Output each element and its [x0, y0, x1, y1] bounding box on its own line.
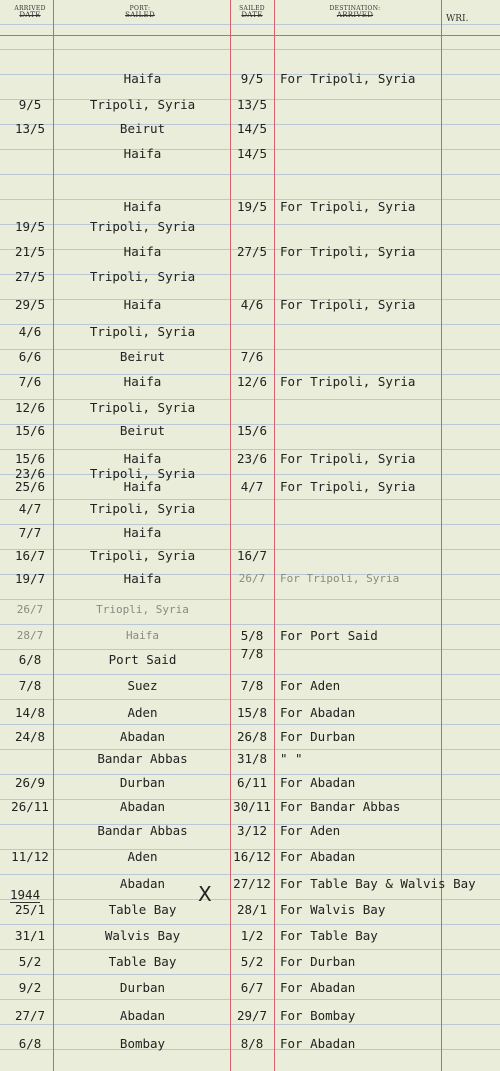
arrived-date: 7/6: [18, 374, 42, 389]
port-name: Abadan: [119, 876, 166, 891]
arrived-date: 4/7: [18, 501, 42, 516]
port-name: Haifa: [123, 571, 162, 586]
arrived-date: 15/6: [14, 451, 46, 466]
sailed-date: 16/7: [236, 548, 268, 563]
destination: For Tripoli, Syria: [280, 479, 416, 494]
arrived-date: 9/5: [18, 97, 42, 112]
arrived-date: 27/7: [14, 1008, 46, 1023]
destination: For Table Bay: [280, 928, 378, 943]
port-name: Beirut: [119, 349, 166, 364]
header-sailed-date-struck: DATE: [241, 11, 263, 19]
port-name: Haifa: [123, 199, 162, 214]
sailed-date: 9/5: [240, 71, 264, 86]
port-name: Tripoli, Syria: [89, 466, 196, 481]
sailed-date: 27/12: [233, 876, 271, 891]
destination: For Tripoli, Syria: [280, 572, 400, 585]
header-arrived-label: ARRIVED: [14, 5, 46, 12]
header-destination: [300, 5, 410, 19]
arrived-date: 26/7: [16, 603, 44, 616]
arrived-date: 29/5: [14, 297, 46, 312]
x-mark: X: [198, 882, 212, 906]
sailed-date: 13/5: [236, 97, 268, 112]
destination: For Walvis Bay: [280, 902, 386, 917]
arrived-date: 23/6: [14, 466, 46, 481]
sailed-date: 31/8: [236, 751, 268, 766]
arrived-date: 31/1: [14, 928, 46, 943]
port-name: Aden: [127, 849, 158, 864]
header-wri: WRI.: [446, 14, 469, 24]
destination: For Aden: [280, 823, 341, 838]
destination: For Abadan: [280, 849, 356, 864]
arrived-date: 11/12: [11, 849, 49, 864]
arrived-date: 5/2: [18, 954, 42, 969]
arrived-date: 27/5: [14, 269, 46, 284]
arrived-date: 25/1: [14, 902, 46, 917]
header-sailed: [232, 5, 272, 19]
arrived-date: 7/7: [18, 525, 42, 540]
sailed-date: 30/11: [233, 799, 271, 814]
arrived-date: 16/7: [14, 548, 46, 563]
port-name: Abadan: [119, 729, 166, 744]
header-date-struck: DATE: [19, 11, 41, 19]
header-rule: [0, 35, 500, 36]
port-name: Durban: [119, 980, 166, 995]
sailed-date: 28/1: [236, 902, 268, 917]
port-name: Tripoli, Syria: [89, 97, 196, 112]
sailed-date: 29/7: [236, 1008, 268, 1023]
destination: For Abadan: [280, 775, 356, 790]
port-name: Port Said: [108, 652, 177, 667]
sailed-date: 5/8: [240, 628, 264, 643]
port-name: Aden: [127, 705, 158, 720]
arrived-date: 7/8: [18, 678, 42, 693]
destination: For Table Bay & Walvis Bay: [280, 876, 476, 891]
sailed-date: 14/5: [236, 146, 268, 161]
destination: For Tripoli, Syria: [280, 297, 416, 312]
destination: For Port Said: [280, 628, 378, 643]
header-destination-label: DESTINATION:: [329, 5, 381, 12]
arrived-date: 15/6: [14, 423, 46, 438]
sailed-date: 6/11: [236, 775, 268, 790]
destination: For Abadan: [280, 705, 356, 720]
arrived-date: 19/7: [14, 571, 46, 586]
port-name: Haifa: [123, 244, 162, 259]
destination: For Abadan: [280, 1036, 356, 1051]
arrived-date: 13/5: [14, 121, 46, 136]
sailed-date: 4/6: [240, 297, 264, 312]
arrived-date: 12/6: [14, 400, 46, 415]
port-name: Tripoli, Syria: [89, 501, 196, 516]
port-name: Bombay: [119, 1036, 166, 1051]
destination: For Durban: [280, 954, 356, 969]
header-arrived-struck: ARRIVED: [336, 11, 374, 19]
sailed-date: 12/6: [236, 374, 268, 389]
header-arrived: [8, 5, 52, 19]
port-name: Haifa: [123, 71, 162, 86]
port-name: Table Bay: [108, 902, 177, 917]
header-port: [100, 5, 180, 19]
sailed-date: 26/8: [236, 729, 268, 744]
port-name: Durban: [119, 775, 166, 790]
port-name: Bandar Abbas: [97, 751, 188, 766]
port-name: Abadan: [119, 1008, 166, 1023]
port-name: Haifa: [123, 374, 162, 389]
port-name: Suez: [127, 678, 158, 693]
arrived-date: 26/11: [11, 799, 49, 814]
port-name: Bandar Abbas: [97, 823, 188, 838]
sailed-date: 14/5: [236, 121, 268, 136]
port-name: Abadan: [119, 799, 166, 814]
destination: For Tripoli, Syria: [280, 244, 416, 259]
port-name: Haifa: [123, 297, 162, 312]
port-name: Beirut: [119, 423, 166, 438]
port-name: Haifa: [123, 525, 162, 540]
sailed-date: 15/6: [236, 423, 268, 438]
arrived-date: 6/6: [18, 349, 42, 364]
destination: For Abadan: [280, 980, 356, 995]
destination: " ": [280, 751, 303, 766]
port-name: Haifa: [123, 451, 162, 466]
destination: For Tripoli, Syria: [280, 199, 416, 214]
sailed-date: 26/7: [238, 572, 266, 585]
header-sailed-struck: SAILED: [125, 11, 155, 19]
port-name: Tripoli, Syria: [89, 324, 196, 339]
sailed-date: 23/6: [236, 451, 268, 466]
arrived-date: 9/2: [18, 980, 42, 995]
destination: For Tripoli, Syria: [280, 374, 416, 389]
arrived-date: 24/8: [14, 729, 46, 744]
sailed-date: 15/8: [236, 705, 268, 720]
destination: For Durban: [280, 729, 356, 744]
sailed-date: 4/7: [240, 479, 264, 494]
sailed-date: 16/12: [233, 849, 271, 864]
port-name: Tripoli, Syria: [89, 548, 196, 563]
port-name: Walvis Bay: [104, 928, 181, 943]
arrived-date: 19/5: [14, 219, 46, 234]
port-name: Haifa: [123, 146, 162, 161]
arrived-date: 14/8: [14, 705, 46, 720]
destination: For Aden: [280, 678, 341, 693]
arrived-date: 4/6: [18, 324, 42, 339]
destination: For Tripoli, Syria: [280, 71, 416, 86]
sailed-date: 27/5: [236, 244, 268, 259]
year-note: 1944: [10, 887, 41, 902]
column-divider: [274, 0, 275, 1071]
port-name: Tripoli, Syria: [89, 219, 196, 234]
arrived-date: 6/8: [18, 652, 42, 667]
sailed-date: 7/8: [240, 678, 264, 693]
port-name: Haifa: [125, 629, 160, 642]
header-port-label: PORT:: [129, 5, 151, 12]
sailed-date: 8/8: [240, 1036, 264, 1051]
port-name: Haifa: [123, 479, 162, 494]
port-name: Triopli, Syria: [96, 603, 189, 616]
destination: For Bombay: [280, 1008, 356, 1023]
port-name: Table Bay: [108, 954, 177, 969]
destination: For Tripoli, Syria: [280, 451, 416, 466]
arrived-date: 28/7: [16, 629, 44, 642]
sailed-date: 5/2: [240, 954, 264, 969]
arrived-date: 25/6: [14, 479, 46, 494]
port-name: Beirut: [119, 121, 166, 136]
sailed-date: 3/12: [236, 823, 268, 838]
sailed-date: 1/2: [240, 928, 264, 943]
arrived-date: 26/9: [14, 775, 46, 790]
sailed-date: 7/6: [240, 349, 264, 364]
port-name: Tripoli, Syria: [89, 269, 196, 284]
arrived-date: 21/5: [14, 244, 46, 259]
column-divider: [53, 0, 54, 1071]
sailed-date: 6/7: [240, 980, 264, 995]
arrived-date: 6/8: [18, 1036, 42, 1051]
sailed-date: 19/5: [236, 199, 268, 214]
sailed-date: 7/8: [240, 646, 264, 661]
port-name: Tripoli, Syria: [89, 400, 196, 415]
destination: For Bandar Abbas: [280, 799, 401, 814]
header-sailed-label: SAILED: [239, 5, 265, 12]
